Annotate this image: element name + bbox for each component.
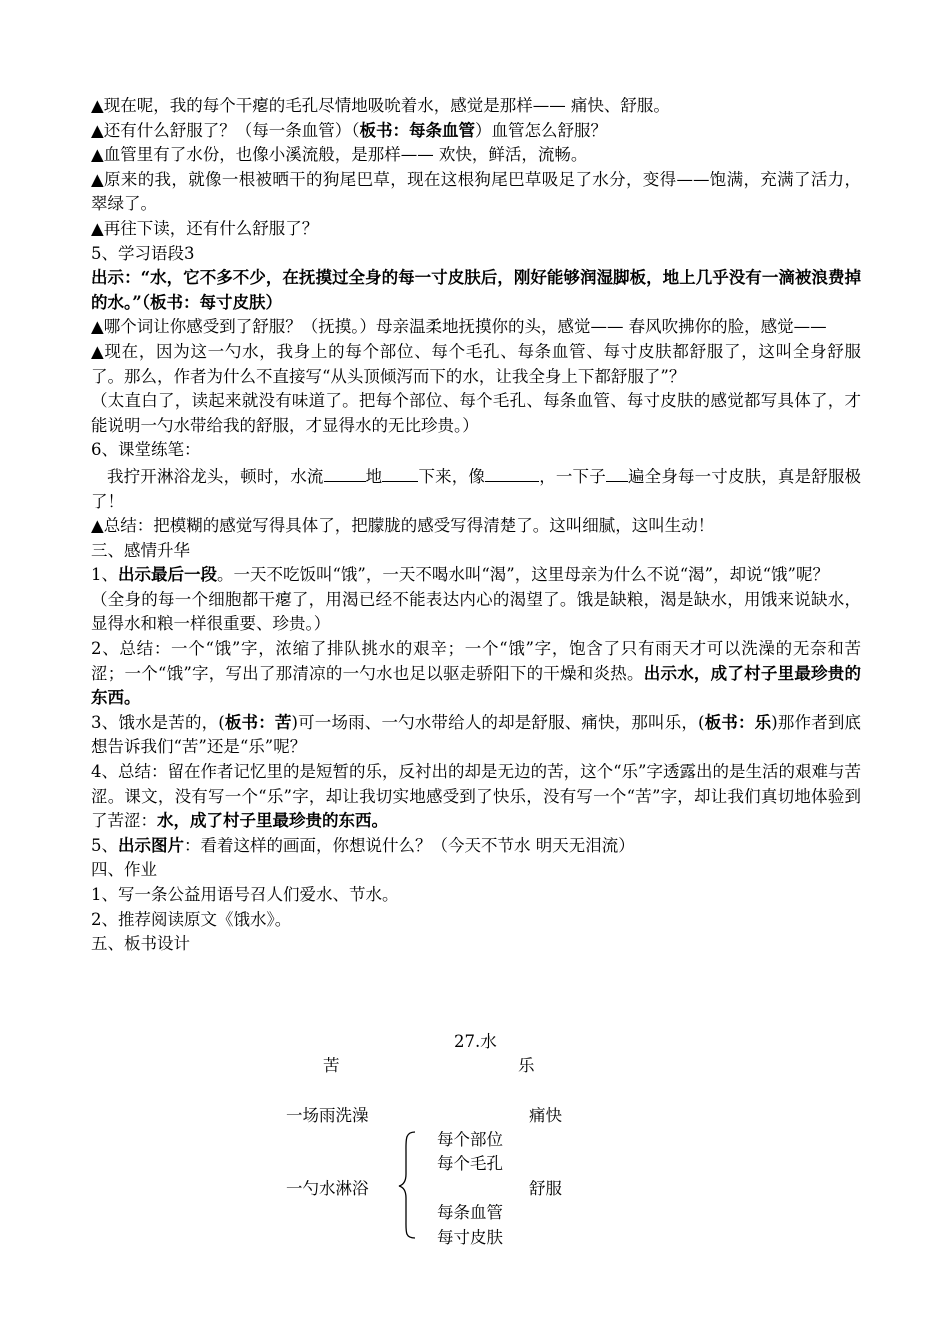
board-ku: 苦 [323,1056,340,1075]
paragraph: 4、总结：留在作者记忆里的是短暂的乐，反衬出的却是无边的苦，这个“乐”字透露出的是生活的艰难与苦涩。课文，没有写一个“乐”字，却让我切实地感受到了快乐，没有写一个“苦”字，却让我们真切地体验到了苦涩：水，成了村子里最珍贵的东西。 [91,762,861,831]
document-page [91,94,862,1247]
paragraph: ▲原来的我，就像一根被晒干的狗尾巴草，现在这根狗尾巴草吸足了水分，变得——饱满，充满了活力，翠绿了。 [91,169,861,214]
board-item: 每个毛孔 [437,1154,503,1173]
blackboard-design [91,1030,861,1260]
quote-paragraph: 出示：“水，它不多不少，在抚摸过全身的每一寸皮肤后，刚好能够润湿脚板，地上几乎没有一滴被浪费掉的水。”（板书：每寸皮肤） [91,268,861,312]
board-item: 每条血管 [437,1203,503,1222]
paragraph: ▲总结：把模糊的感觉写得具体了，把朦胧的感受写得清楚了。这叫细腻，这叫生动！ [91,516,715,536]
board-title: 27.水 [454,1032,497,1051]
paragraph: ▲再往下读，还有什么舒服了？ [91,218,319,238]
exercise-paragraph: 我拧开淋浴龙头，顿时，水流 地 下来，像 ，一下子 遍全身每一寸皮肤，真是舒服极了！ [91,463,861,514]
paragraph: ▲现在，因为这一勺水，我身上的每个部位、每个毛孔、每条血管、每寸皮肤都舒服了，这叫全身舒服了。那么，作者为什么不直接写“从头顶倾泻而下的水，让我全身上下都舒服了”？ [91,341,861,386]
section-heading: 五、板书设计 [91,934,190,954]
paragraph: 1、出示最后一段。一天不吃饭叫“饿”，一天不喝水叫“渴”，这里母亲为什么不说“渴”，却说“饿”呢？ [91,565,829,585]
section-heading: 5、学习语段3 [91,243,195,263]
board-le: 乐 [518,1056,535,1075]
board-rain-bath: 一场雨洗澡 [286,1106,369,1125]
fill-blank [485,463,539,482]
paragraph: 2、推荐阅读原文《饿水》。 [91,909,292,929]
board-item: 每个部位 [437,1130,503,1149]
section-heading: 6、课堂练笔： [91,440,201,460]
paragraph: 2、总结：一个“饿”字，浓缩了排队挑水的艰辛；一个“饿”字，饱含了只有雨天才可以洗澡的无奈和苦涩；一个“饿”字，写出了那清凉的一勺水也足以驱走骄阳下的干燥和炎热。出示水，成了村子里最珍贵的东西。 [91,639,862,708]
fill-blank [382,463,418,482]
board-ladle-bath: 一勺水淋浴 [286,1179,369,1198]
fill-blank [606,463,628,482]
paragraph: ▲血管里有了水份，也像小溪流般，是那样—— 欢快，鲜活，流畅。 [91,145,588,165]
board-item: 每寸皮肤 [437,1228,503,1247]
paragraph: ▲还有什么舒服了？（每一条血管）（板书：每条血管）血管怎么舒服？ [91,120,607,140]
paragraph: 1、写一条公益用语号召人们爱水、节水。 [91,885,399,904]
paragraph: （太直白了，读起来就没有味道了。把每个部位、每个毛孔、每条血管、每寸皮肤的感觉都写具体了，才能说明一勺水带给我的舒服，才显得水的无比珍贵。） [91,391,861,435]
paragraph: ▲哪个词让你感受到了舒服？（抚摸。）母亲温柔地抚摸你的头，感觉—— 春风吹拂你的脸，感觉—— [91,317,827,337]
curly-brace-icon [397,1130,419,1240]
paragraph: （全身的每一个细胞都干瘪了，用渴已经不能表达内心的渴望了。饿是缺粮，渴是缺水，用饿来说缺水，显得水和粮一样很重要、珍贵。） [91,589,861,634]
paragraph: 5、出示图片：看着这样的画面，你想说什么？（今天不节水 明天无泪流） [91,835,635,855]
board-shufu: 舒服 [529,1179,562,1198]
paragraph: 3、饿水是苦的，(板书：苦)可一场雨、一勺水带给人的却是舒服、痛快，那叫乐，(板书：乐)那作者到底想告诉我们“苦”还是“乐”呢？ [91,712,862,757]
section-heading: 三、感情升华 [91,540,190,560]
section-heading: 四、作业 [91,860,157,880]
paragraph: ▲现在呢，我的每个干瘪的毛孔尽情地吸吮着水，感觉是那样—— 痛快、舒服。 [91,96,670,115]
fill-blank [324,463,366,482]
board-tongkuai: 痛快 [529,1106,562,1125]
